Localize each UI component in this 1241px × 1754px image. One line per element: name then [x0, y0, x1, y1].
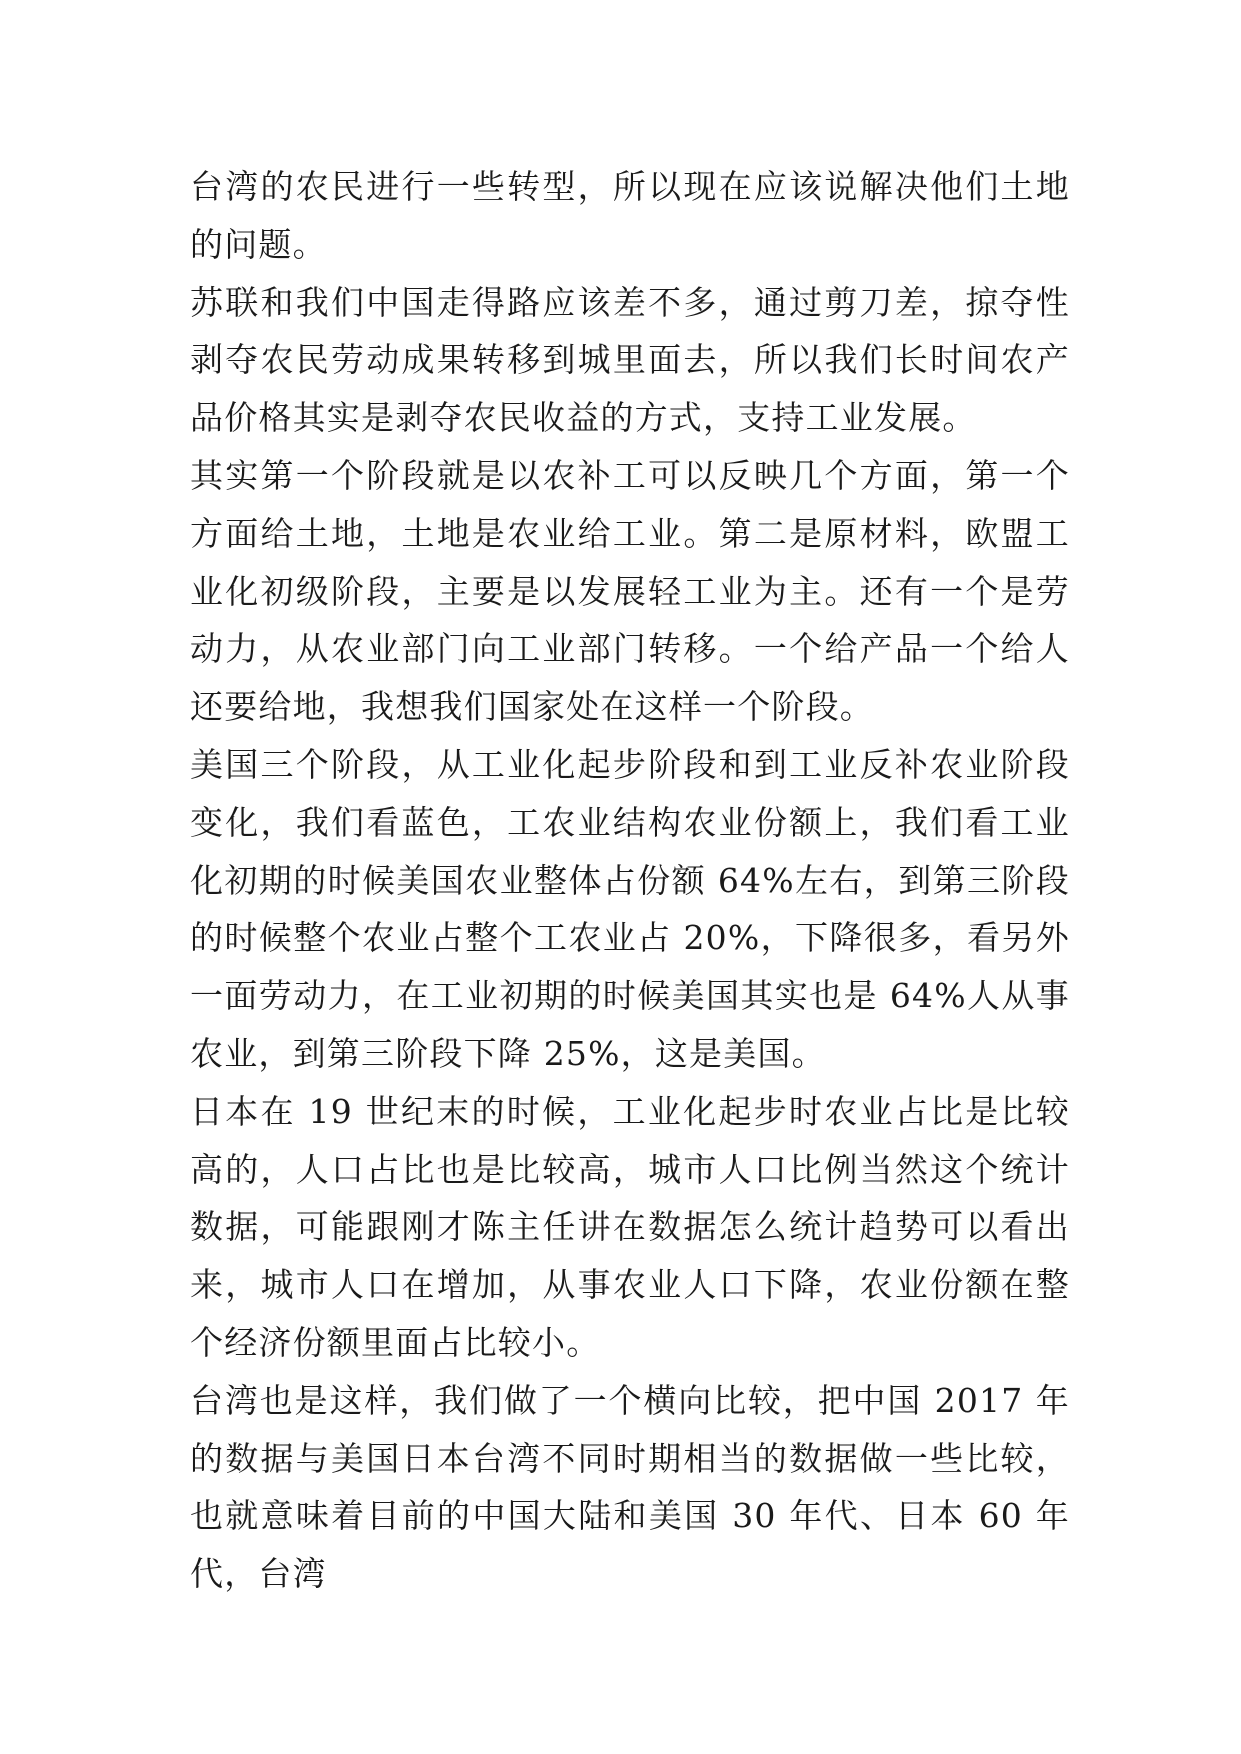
- paragraph-4: 美国三个阶段，从工业化起步阶段和到工业反补农业阶段变化，我们看蓝色，工农业结构农业份额上，我们看工业化初期的时候美国农业整体占份额 64%左右，到第三阶段的时候整个农业占整个工农业占 20%，下降很多，看另外一面劳动力，在工业初期的时候美国其实也是 64%人从事农业，到第三阶段下降 25%，这是美国。: [190, 744, 1070, 1073]
- paragraph-1: 台湾的农民进行一些转型，所以现在应该说解决他们土地的问题。: [190, 167, 1070, 264]
- paragraph-2: 苏联和我们中国走得路应该差不多，通过剪刀差，掠夺性剥夺农民劳动成果转移到城里面去，所以我们长时间农产品价格其实是剥夺农民收益的方式，支持工业发展。: [190, 282, 1070, 438]
- paragraph-5: 日本在 19 世纪末的时候，工业化起步时农业占比是比较高的，人口占比也是比较高，城市人口比例当然这个统计数据，可能跟刚才陈主任讲在数据怎么统计趋势可以看出来，城市人口在增加，从事农业人口下降，农业份额在整个经济份额里面占比较小。: [190, 1091, 1070, 1362]
- paragraph-3: 其实第一个阶段就是以农补工可以反映几个方面，第一个方面给土地，土地是农业给工业。第二是原材料，欧盟工业化初级阶段，主要是以发展轻工业为主。还有一个是劳动力，从农业部门向工业部门转移。一个给产品一个给人还要给地，我想我们国家处在这样一个阶段。: [190, 455, 1070, 727]
- paragraph-6: 台湾也是这样，我们做了一个横向比较，把中国 2017 年的数据与美国日本台湾不同时期相当的数据做一些比较，也就意味着目前的中国大陆和美国 30 年代、日本 60 年代，台湾: [190, 1380, 1070, 1594]
- document-body: [190, 158, 1070, 1603]
